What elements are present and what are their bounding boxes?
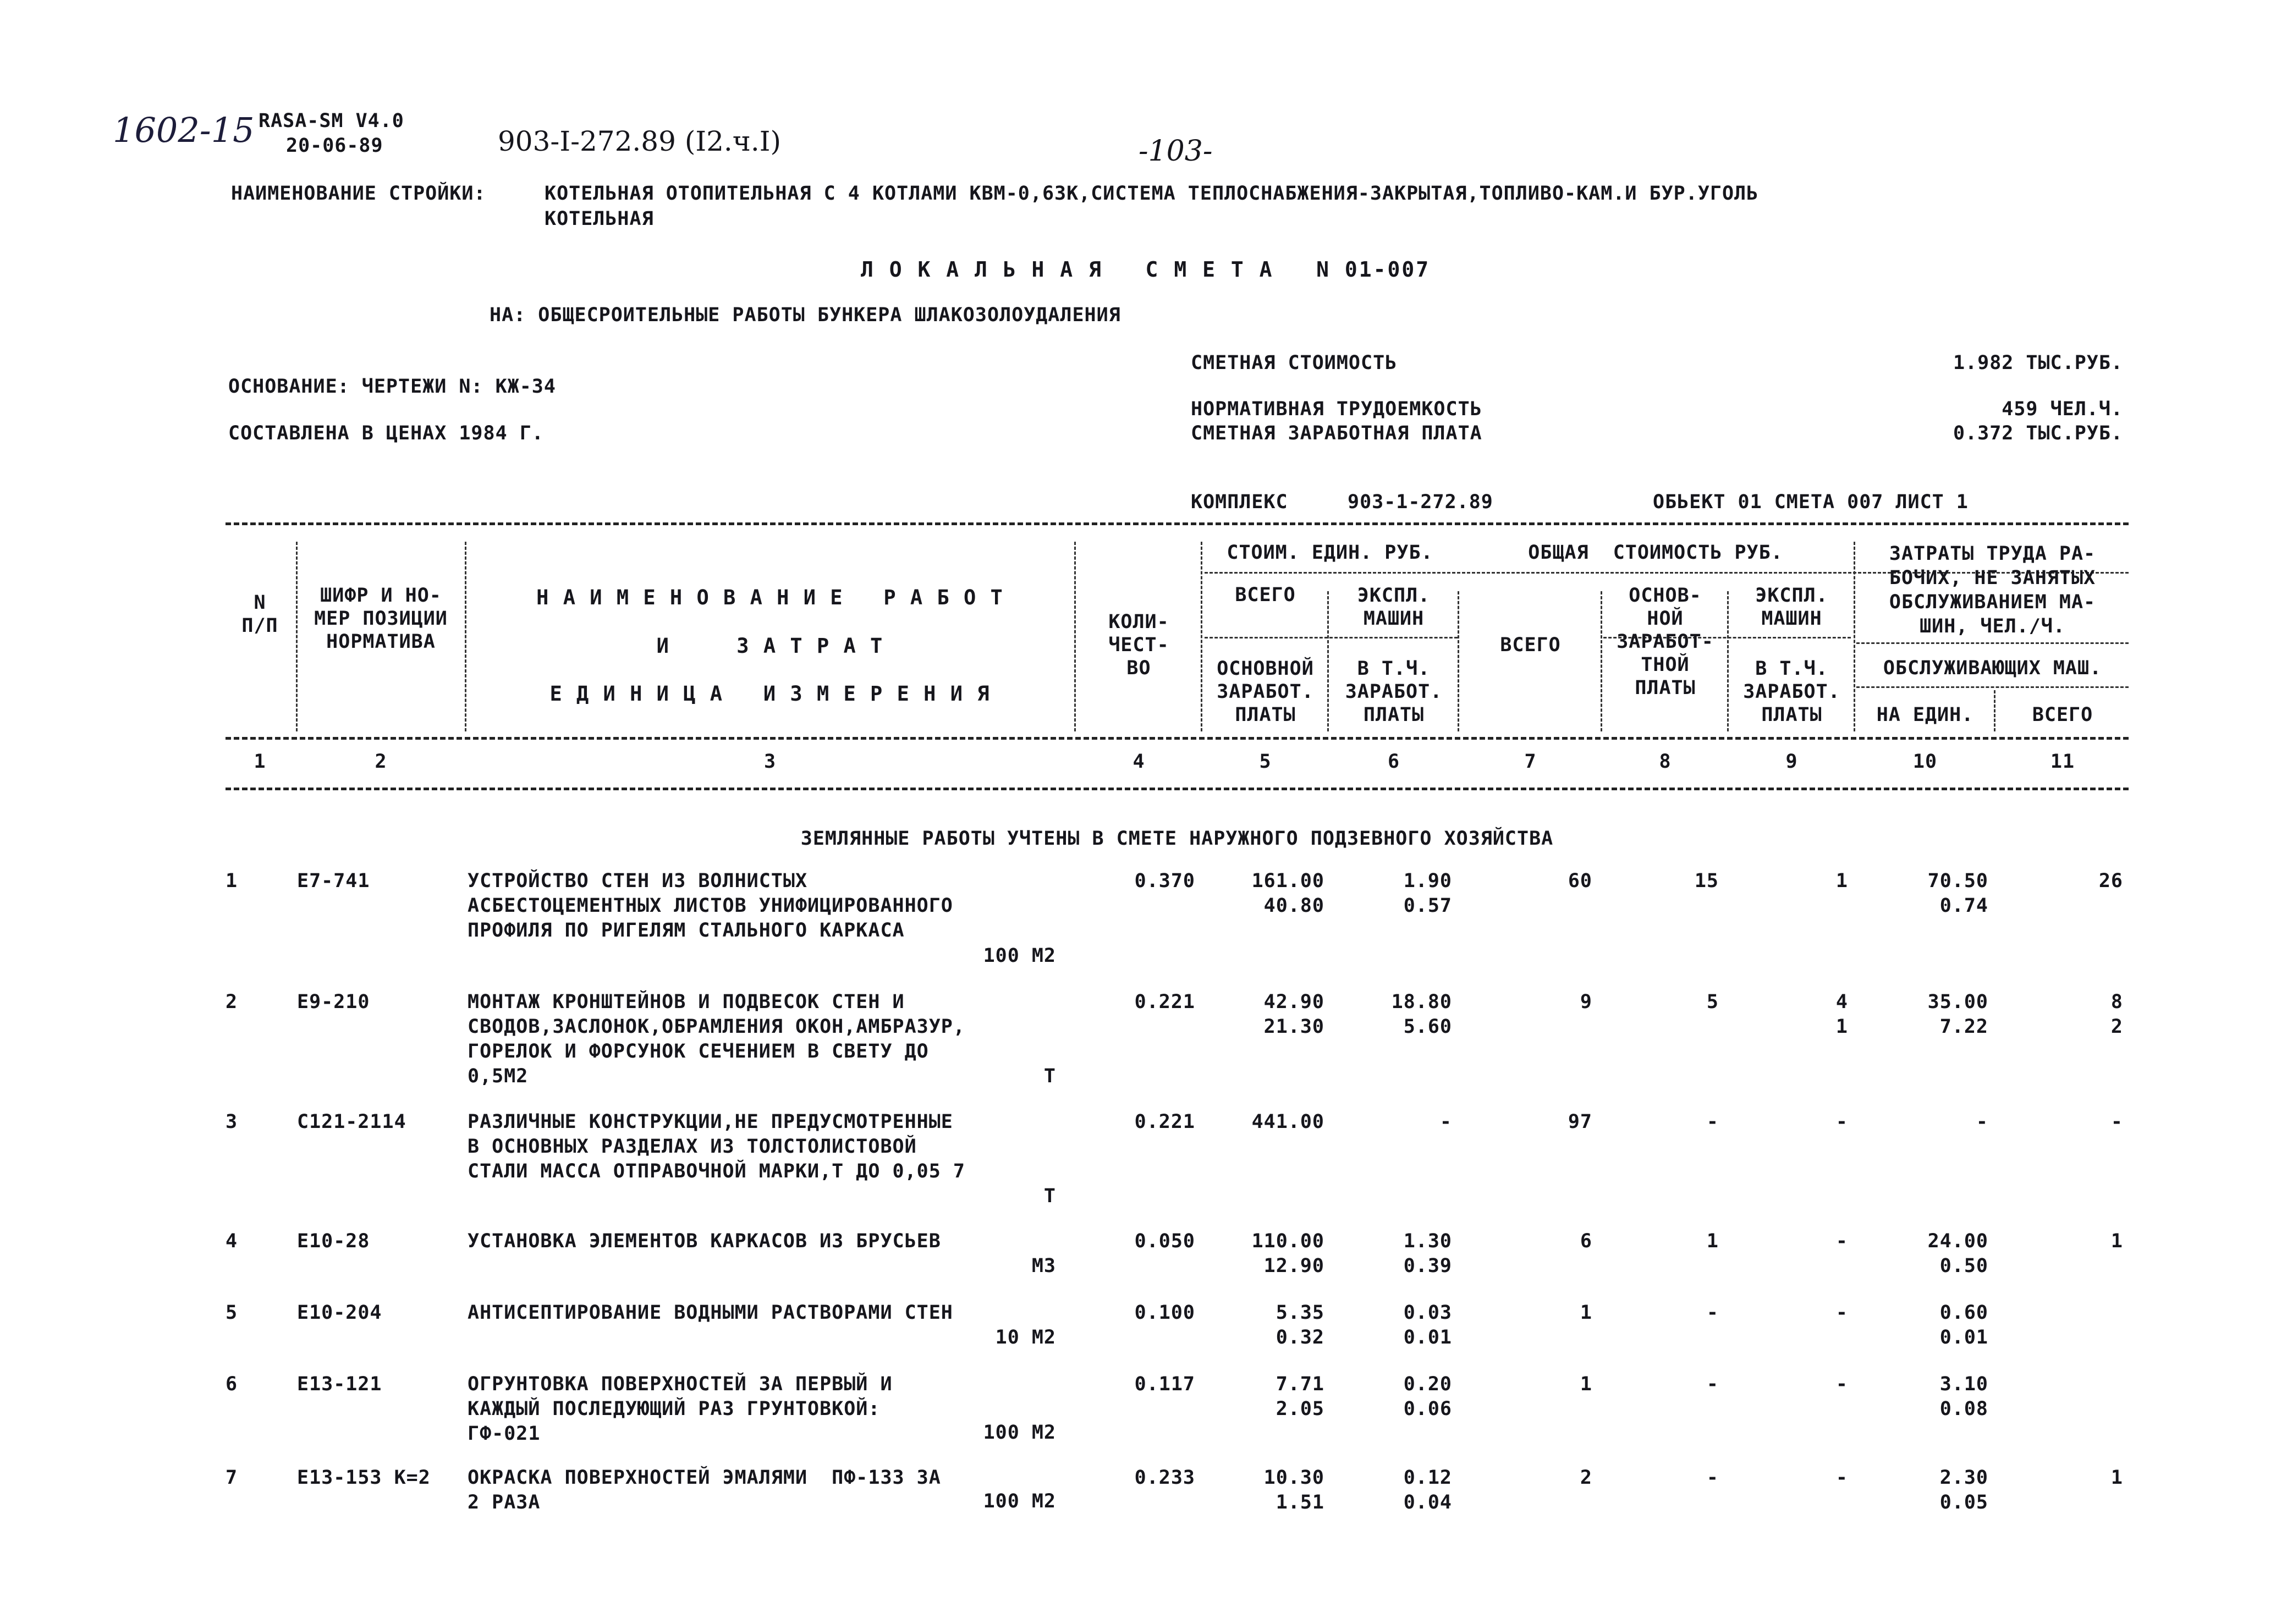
row-4-c10: 24.00 0.50 [1927, 1230, 1988, 1277]
col6-bottom-header: В Т.Ч. ЗАРАБОТ. ПЛАТЫ [1345, 658, 1443, 726]
row-3-c8: - [1706, 1111, 1719, 1133]
col-number-5: 5 [1259, 751, 1272, 773]
row-3-qty: 0.221 [1134, 1111, 1195, 1133]
row-5-n: 5 [226, 1302, 238, 1324]
row-7-c5: 10.30 1.51 [1263, 1467, 1324, 1513]
program-version: RASA-SM V4.0 [259, 110, 404, 132]
row-2-c5: 42.90 21.30 [1263, 991, 1324, 1038]
row-4-code: Е10-28 [297, 1230, 370, 1252]
row-1-c11: 26 [2098, 870, 2123, 892]
row-4-c5: 110.00 12.90 [1251, 1230, 1324, 1277]
project-code: 903-I-272.89 (I2.ч.I) [498, 125, 781, 157]
row-7-c7: 2 [1580, 1467, 1592, 1489]
total-cost-header: ОБЩАЯ СТОИМОСТЬ РУБ. [1528, 542, 1783, 564]
row-7-c9: - [1835, 1467, 1848, 1489]
handwritten-id: 1602-15 [113, 110, 255, 150]
col9-bottom-header: В Т.Ч. ЗАРАБОТ. ПЛАТЫ [1743, 658, 1840, 726]
col7-header: ВСЕГО [1500, 634, 1561, 656]
section-title: ЗЕМЛЯННЫЕ РАБОТЫ УЧТЕНЫ В СМЕТЕ НАРУЖНОГО ПОДЗЕВНОГО ХОЗЯЙСТВА [800, 828, 1554, 850]
row-7-code: Е13-153 К=2 [297, 1467, 431, 1489]
row-4-c7: 6 [1580, 1230, 1592, 1252]
row-3-c5: 441.00 [1251, 1111, 1324, 1133]
col5-bottom-header: ОСНОВНОЙ ЗАРАБОТ. ПЛАТЫ [1217, 658, 1314, 726]
construction-label: НАИМЕНОВАНИЕ СТРОЙКИ: [231, 183, 486, 205]
row-3-c7: 97 [1568, 1111, 1592, 1133]
row-5-description: АНТИСЕПТИРОВАНИЕ ВОДНЫМИ РАСТВОРАМИ СТЕН [468, 1302, 953, 1324]
col-number-6: 6 [1387, 751, 1400, 773]
row-2-code: Е9-210 [297, 991, 370, 1013]
row-3-code: С121-2114 [297, 1111, 406, 1133]
row-1-c7: 60 [1568, 870, 1592, 892]
col-sep-6 [1458, 591, 1459, 731]
row-6-code: Е13-121 [297, 1373, 382, 1395]
row-4-n: 4 [226, 1230, 238, 1252]
row-3-c10: - [1976, 1111, 1988, 1133]
col-name-header-3: Е Д И Н И Ц А И З М Е Р Е Н И Я [549, 682, 991, 706]
labor-value: 459 ЧЕЛ.Ч. [2002, 398, 2123, 420]
labor-label: НОРМАТИВНАЯ ТРУДОЕМКОСТЬ [1191, 398, 1482, 420]
row-7-c8: - [1706, 1467, 1719, 1489]
col6-top-header: ЭКСПЛ. МАШИН [1357, 585, 1431, 630]
header-bottom-rule [226, 737, 2129, 740]
row-6-c7: 1 [1580, 1373, 1592, 1395]
col5-top-header: ВСЕГО [1235, 584, 1296, 606]
col-number-11: 11 [2050, 751, 2075, 773]
row-2-description: МОНТАЖ КРОНШТЕЙНОВ И ПОДВЕСОК СТЕН И СВОДОВ,ЗАСЛОНОК,ОБРАМЛЕНИЯ ОКОН,АМБРАЗУР, ГОРЕЛОК И ФОРСУНОК СЕЧЕНИЕМ В СВЕТУ ДО 0,5М2 [468, 991, 965, 1087]
col-number-9: 9 [1785, 751, 1798, 773]
row-4-c11: 1 [2110, 1230, 2123, 1252]
row-7-n: 7 [226, 1467, 238, 1489]
row-5-c9: - [1835, 1302, 1848, 1324]
row-5-code: Е10-204 [297, 1302, 382, 1324]
row-4-unit: М3 [1031, 1255, 1056, 1277]
row-5-c6: 0.03 0.01 [1403, 1302, 1452, 1348]
row-1-code: Е7-741 [297, 870, 370, 892]
row-3-description: РАЗЛИЧНЫЕ КОНСТРУКЦИИ,НЕ ПРЕДУСМОТРЕННЫЕ В ОСНОВНЫХ РАЗДЕЛАХ ИЗ ТОЛСТОЛИСТОВОЙ СТАЛИ МАССА ОТПРАВОЧНОЙ МАРКИ,Т ДО 0,05 7 [468, 1111, 965, 1182]
row-2-qty: 0.221 [1134, 991, 1195, 1013]
labor-bottom-header: ОБСЛУЖИВАЮЩИХ МАШ. [1883, 657, 2102, 679]
cost-value: 1.982 ТЫС.РУБ. [1953, 352, 2123, 374]
row-1-c9: 1 [1835, 870, 1848, 892]
col-sep-4 [1201, 542, 1202, 731]
row-2-c10: 35.00 7.22 [1927, 991, 1988, 1038]
col-number-2: 2 [375, 751, 387, 773]
row-6-description: ОГРУНТОВКА ПОВЕРХНОСТЕЙ ЗА ПЕРВЫЙ И КАЖДЫЙ ПОСЛЕДУЮЩИЙ РАЗ ГРУНТОВКОЙ: ГФ-021 [468, 1373, 893, 1445]
wage-value: 0.372 ТЫС.РУБ. [1953, 422, 2123, 444]
row-6-n: 6 [226, 1373, 238, 1395]
row-5-qty: 0.100 [1134, 1302, 1195, 1324]
row-7-unit: 100 М2 [983, 1490, 1056, 1512]
header-mid-rule-5 [1856, 686, 2129, 688]
col-name-header-1: Н А И М Е Н О В А Н И Е Р А Б О Т [536, 586, 1004, 609]
row-5-unit: 10 М2 [995, 1326, 1056, 1348]
row-7-c6: 0.12 0.04 [1403, 1467, 1452, 1513]
estimate-title: Л О К А Л Ь Н А Я С М Е Т А N 01-007 [861, 257, 1431, 282]
col-number-10: 10 [1912, 751, 1938, 773]
row-2-c11: 8 2 [2110, 991, 2123, 1038]
row-1-qty: 0.370 [1134, 870, 1195, 892]
row-3-c11: - [2110, 1111, 2123, 1133]
col-n-header: N П/П [241, 592, 278, 637]
row-3-c6: - [1439, 1111, 1452, 1133]
row-1-description: УСТРОЙСТВО СТЕН ИЗ ВОЛНИСТЫХ АСБЕСТОЦЕМЕНТНЫХ ЛИСТОВ УНИФИЦИРОВАННОГО ПРОФИЛЯ ПО РИГЕЛЯМ СТАЛЬНОГО КАРКАСА [468, 870, 953, 942]
print-date: 20-06-89 [286, 135, 383, 157]
page-number: -103- [1139, 135, 1213, 168]
row-7-c11: 1 [2110, 1467, 2123, 1489]
row-1-unit: 100 М2 [983, 945, 1056, 967]
row-5-c5: 5.35 0.32 [1276, 1302, 1324, 1348]
col-sep-7 [1601, 591, 1602, 731]
col-number-4: 4 [1132, 751, 1145, 773]
col-sep-3 [1074, 542, 1076, 731]
row-1-c8: 15 [1694, 870, 1719, 892]
row-5-c10: 0.60 0.01 [1939, 1302, 1988, 1348]
row-2-unit: Т [1043, 1065, 1056, 1087]
header-mid-rule-2 [1205, 637, 1458, 638]
complex-label: КОМПЛЕКС [1191, 491, 1288, 513]
row-5-c7: 1 [1580, 1302, 1592, 1324]
estimate-subject: НА: ОБЩЕСРОИТЕЛЬНЫЕ РАБОТЫ БУНКЕРА ШЛАКОЗОЛОУДАЛЕНИЯ [490, 304, 1121, 326]
row-6-c9: - [1835, 1373, 1848, 1395]
complex-value: 903-1-272.89 [1348, 491, 1493, 513]
construction-name-line2: КОТЕЛЬНАЯ [545, 208, 654, 230]
row-1-c6: 1.90 0.57 [1403, 870, 1452, 917]
col-sep-2 [465, 542, 466, 731]
row-2-c8: 5 [1706, 991, 1719, 1013]
row-7-qty: 0.233 [1134, 1467, 1195, 1489]
row-1-n: 1 [226, 870, 238, 892]
construction-name-line1: КОТЕЛЬНАЯ ОТОПИТЕЛЬНАЯ С 4 КОТЛАМИ КВМ-0,63К,СИСТЕМА ТЕПЛОСНАБЖЕНИЯ-ЗАКРЫТАЯ,ТОПЛИВО-КАМ.И БУР.УГОЛЬ [545, 183, 1759, 205]
row-4-c8: 1 [1706, 1230, 1719, 1252]
col-sep-8 [1727, 591, 1729, 731]
row-5-c8: - [1706, 1302, 1719, 1324]
row-4-description: УСТАНОВКА ЭЛЕМЕНТОВ КАРКАСОВ ИЗ БРУСЬЕВ [468, 1230, 941, 1252]
row-1-c10: 70.50 0.74 [1927, 870, 1988, 917]
row-4-qty: 0.050 [1134, 1230, 1195, 1252]
row-6-c5: 7.71 2.05 [1276, 1373, 1324, 1420]
prices-text: СОСТАВЛЕНА В ЦЕНАХ 1984 Г. [228, 422, 544, 444]
row-4-c9: - [1835, 1230, 1848, 1252]
row-3-unit: Т [1043, 1185, 1056, 1207]
col-number-8: 8 [1659, 751, 1672, 773]
row-6-unit: 100 М2 [983, 1422, 1056, 1444]
col9-top-header: ЭКСПЛ. МАШИН [1755, 585, 1828, 630]
col-name-header-2: И З А Т Р А Т [656, 634, 884, 658]
row-6-qty: 0.117 [1134, 1373, 1195, 1395]
row-6-c8: - [1706, 1373, 1719, 1395]
basis-text: ОСНОВАНИЕ: ЧЕРТЕЖИ N: КЖ-34 [228, 376, 556, 398]
col8-header: ОСНОВ- НОЙ ЗАРАБОТ- ТНОЙ ПЛАТЫ [1617, 585, 1714, 699]
header-top-rule [226, 522, 2129, 525]
row-2-c9: 4 1 [1835, 991, 1848, 1038]
col10-header: НА ЕДИН. [1876, 704, 1974, 726]
col-sep-5 [1327, 591, 1329, 731]
row-1-c5: 161.00 40.80 [1251, 870, 1324, 917]
row-2-c6: 18.80 5.60 [1391, 991, 1452, 1038]
col-qty-header: КОЛИ- ЧЕСТ- ВО [1108, 611, 1169, 679]
col-sep-10 [1994, 690, 1995, 731]
unit-cost-header: СТОИМ. ЕДИН. РУБ. [1227, 542, 1433, 564]
row-3-n: 3 [226, 1111, 238, 1133]
col-number-7: 7 [1524, 751, 1537, 773]
labor-top-header: ЗАТРАТЫ ТРУДА РА- БОЧИХ, НЕ ЗАНЯТЫХ ОБСЛУЖИВАНИЕМ МА- ШИН, ЧЕЛ./Ч. [1889, 543, 2096, 637]
row-6-c6: 0.20 0.06 [1403, 1373, 1452, 1420]
row-2-n: 2 [226, 991, 238, 1013]
row-6-c10: 3.10 0.08 [1939, 1373, 1988, 1420]
col-number-3: 3 [763, 751, 777, 773]
row-2-c7: 9 [1580, 991, 1592, 1013]
col11-header: ВСЕГО [2032, 704, 2093, 726]
object-line: ОБЬЕКТ 01 СМЕТА 007 ЛИСТ 1 [1653, 491, 1969, 513]
col-number-1: 1 [254, 751, 266, 773]
row-7-c10: 2.30 0.05 [1939, 1467, 1988, 1513]
numbers-bottom-rule [226, 788, 2129, 790]
header-mid-rule-4 [1856, 642, 2129, 644]
row-3-c9: - [1835, 1111, 1848, 1133]
col-code-header: ШИФР И НО- МЕР ПОЗИЦИИ НОРМАТИВА [314, 585, 448, 653]
row-7-description: ОКРАСКА ПОВЕРХНОСТЕЙ ЭМАЛЯМИ ПФ-133 ЗА 2 РАЗА [468, 1467, 941, 1513]
row-4-c6: 1.30 0.39 [1403, 1230, 1452, 1277]
wage-label: СМЕТНАЯ ЗАРАБОТНАЯ ПЛАТА [1191, 422, 1482, 444]
cost-label: СМЕТНАЯ СТОИМОСТЬ [1191, 352, 1398, 374]
col-sep-9 [1854, 542, 1855, 731]
